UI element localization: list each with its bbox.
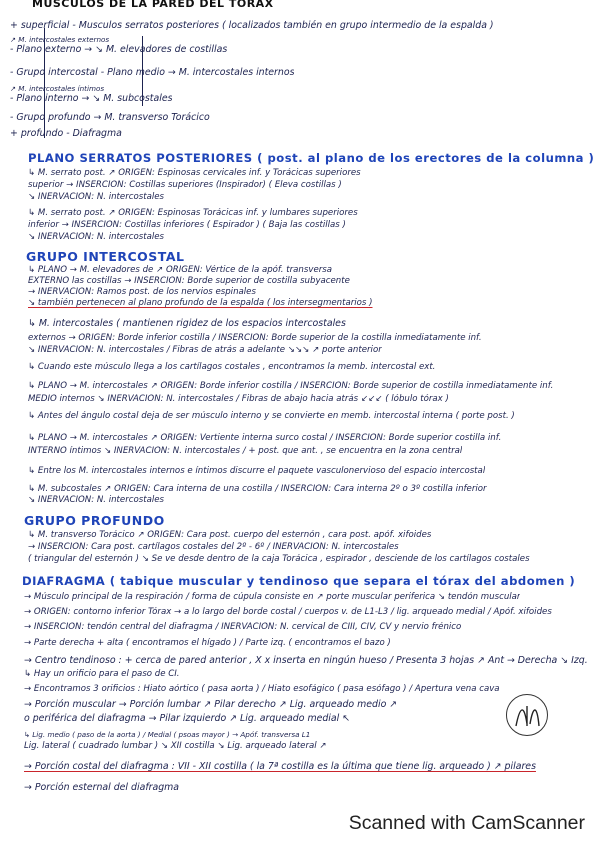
note-line: ↳ M. subcostales ↗ ORIGEN: Cara interna de una costilla / INSERCIÓN: Cara interna 2º o 3º costilla inferior bbox=[28, 484, 487, 494]
note-line: ( triangular del esternón ) ↘ Se ve desde dentro de la caja Torácica , espirador , desciende de los cartílagos costales bbox=[28, 554, 530, 564]
note-line: superior → INSERCIÓN: Costillas superiores (Inspirador) ( Eleva costillas ) bbox=[28, 180, 342, 190]
outline-line: - Plano externo → ↘ M. elevadores de costillas bbox=[10, 44, 228, 55]
note-line: → Parte derecha + alta ( encontramos el hígado ) / Parte izq. ( encontramos el bazo ) bbox=[24, 638, 391, 648]
note-line: → Porción esternal del diafragma bbox=[24, 782, 180, 793]
note-line: ↳ Antes del ángulo costal deja de ser músculo interno y se convierte en memb. intercostal interna ( porte post. ) bbox=[28, 411, 515, 421]
note-line: externos → ORIGEN: Borde inferior costilla / INSERCIÓN: Borde superior de la costilla inmediatamente inf. bbox=[28, 333, 482, 343]
outline-line: + superficial - Musculos serratos posteriores ( localizados también en grupo intermedio de la espalda ) bbox=[10, 20, 494, 31]
note-line: MEDIO internos ↘ INERVACIÓN: N. intercostales / Fibras de abajo hacia atrás ↙↙↙ ( lóbulo tórax ) bbox=[28, 394, 449, 404]
note-line: ↳ PLANO → M. intercostales ↗ ORIGEN: Borde inferior costilla / INSERCIÓN: Borde superior de costilla inmediatamente inf. bbox=[28, 381, 554, 391]
note-line: ↳ PLANO → M. elevadores de ↗ ORIGEN: Vértice de la apóf. transversa bbox=[28, 265, 333, 275]
section-heading-profundo: GRUPO PROFUNDO bbox=[24, 513, 165, 528]
note-line: ↘ también pertenecen al plano profundo de la espalda ( los intersegmentarios ) bbox=[28, 298, 373, 308]
note-line: ↳ Hay un orificio para el paso de CI. bbox=[24, 669, 180, 679]
section-heading-diafragma: DIAFRAGMA ( tabique muscular y tendinoso que separa el tórax del abdomen ) bbox=[22, 574, 576, 588]
note-line: → Porción costal del diafragma : VII - XII costilla ( la 7ª costilla es la última que tiene lig. arqueado ) ↗ pilares bbox=[24, 761, 536, 772]
drawn-mark-icon bbox=[506, 694, 548, 736]
note-line: ↳ M. serrato post. ↗ ORIGEN: Espinosas cervicales inf. y Torácicas superiores bbox=[28, 168, 361, 178]
note-line: → ORIGEN: contorno inferior Tórax → a lo largo del borde costal / cuerpos v. de L1-L3 / lig. arqueado medial / Apóf. xifoides bbox=[24, 607, 552, 617]
note-line: → Porción muscular → Porción lumbar ↗ Pilar derecho ↗ Lig. arqueado medio ↗ bbox=[24, 699, 398, 710]
note-line: Lig. lateral ( cuadrado lumbar ) ↘ XII costilla ↘ Lig. arqueado lateral ↗ bbox=[24, 741, 327, 751]
outline-line: + profundo - Diafragma bbox=[10, 128, 122, 139]
note-line: ↳ Entre los M. intercostales internos e íntimos discurre el paquete vasculonervioso del espacio intercostal bbox=[28, 466, 486, 476]
outline-line: - Grupo intercostal - Plano medio → M. intercostales internos bbox=[10, 67, 295, 78]
note-line: ↘ INERVACIÓN: N. intercostales / Fibras de atrás a adelante ↘↘↘ ↗ porte anterior bbox=[28, 345, 382, 355]
note-line: ↘ INERVACIÓN: N. intercostales bbox=[28, 232, 164, 242]
note-line: ↳ M. serrato post. ↗ ORIGEN: Espinosas Torácicas inf. y lumbares superiores bbox=[28, 208, 358, 218]
outline-line: ↗ M. intercostales íntimos bbox=[10, 84, 105, 93]
section-heading-intercostal: GRUPO INTERCOSTAL bbox=[26, 249, 185, 264]
outline-line: - Grupo profundo → M. transverso Torácico bbox=[10, 112, 210, 123]
note-line: o periférica del diafragma → Pilar izquierdo ↗ Lig. arqueado medial ↖ bbox=[24, 713, 351, 724]
section-heading-serratos: PLANO SERRATOS POSTERIORES ( post. al plano de los erectores de la columna ) bbox=[28, 151, 595, 165]
note-line: → Músculo principal de la respiración / forma de cúpula consiste en ↗ porte muscular periferica ↘ tendón muscular bbox=[24, 592, 521, 602]
note-line: ↳ Lig. medio ( paso de la aorta ) / Medial ( psoas mayor ) → Apóf. transversa L1 bbox=[24, 730, 311, 739]
note-line: inferior → INSERCIÓN: Costillas inferiores ( Espirador ) ( Baja las costillas ) bbox=[28, 220, 346, 230]
note-line: ↘ INERVACIÓN: N. intercostales bbox=[28, 192, 164, 202]
note-line: ↳ M. intercostales ( mantienen rigidez de los espacios intercostales bbox=[28, 318, 346, 329]
note-line: → INSERCIÓN: tendón central del diafragma / INERVACIÓN: N. cervical de CIII, CIV, CV y nervio frénico bbox=[24, 622, 462, 632]
note-line: EXTERNO las costillas → INSERCIÓN: Borde superior de costilla subyacente bbox=[28, 276, 350, 286]
note-line: → Centro tendinoso : + cerca de pared anterior , X x inserta en ningún hueso / Presenta 3 hojas ↗ Ant → Derecha ↘ Izq. bbox=[24, 655, 588, 666]
note-line: INTERNO íntimos ↘ INERVACIÓN: N. intercostales / + post. que ant. , se encuentra en la zona central bbox=[28, 446, 463, 456]
note-line: → INERVACIÓN: Ramos post. de los nervios espinales bbox=[28, 287, 256, 297]
scanner-watermark: Scanned with CamScanner bbox=[348, 812, 585, 834]
note-line: → INSERCIÓN: Cara post. cartílagos costales del 2º - 6º / INERVACIÓN: N. intercostales bbox=[28, 542, 399, 552]
note-line: ↳ M. transverso Torácico ↗ ORIGEN: Cara post. cuerpo del esternón , cara post. apóf. xifoides bbox=[28, 530, 432, 540]
outline-line: ↗ M. intercostales externos bbox=[10, 35, 110, 44]
note-line: → Encontramos 3 orificios : Hiato aórtico ( pasa aorta ) / Hiato esofágico ( pasa esófago ) / Apertura vena cava bbox=[24, 684, 500, 694]
outline-line: - Plano interno → ↘ M. subcostales bbox=[10, 93, 173, 104]
note-line: ↳ PLANO → M. intercostales ↗ ORIGEN: Vertiente interna surco costal / INSERCIÓN: Borde superior costilla inf. bbox=[28, 433, 502, 443]
note-line: ↘ INERVACIÓN: N. intercostales bbox=[28, 495, 164, 505]
page-title: MUSCULOS DE LA PARED DEL TORAX bbox=[32, 0, 274, 10]
note-line: ↳ Cuando este músculo llega a los cartílagos costales , encontramos la memb. intercostal ext. bbox=[28, 362, 436, 372]
